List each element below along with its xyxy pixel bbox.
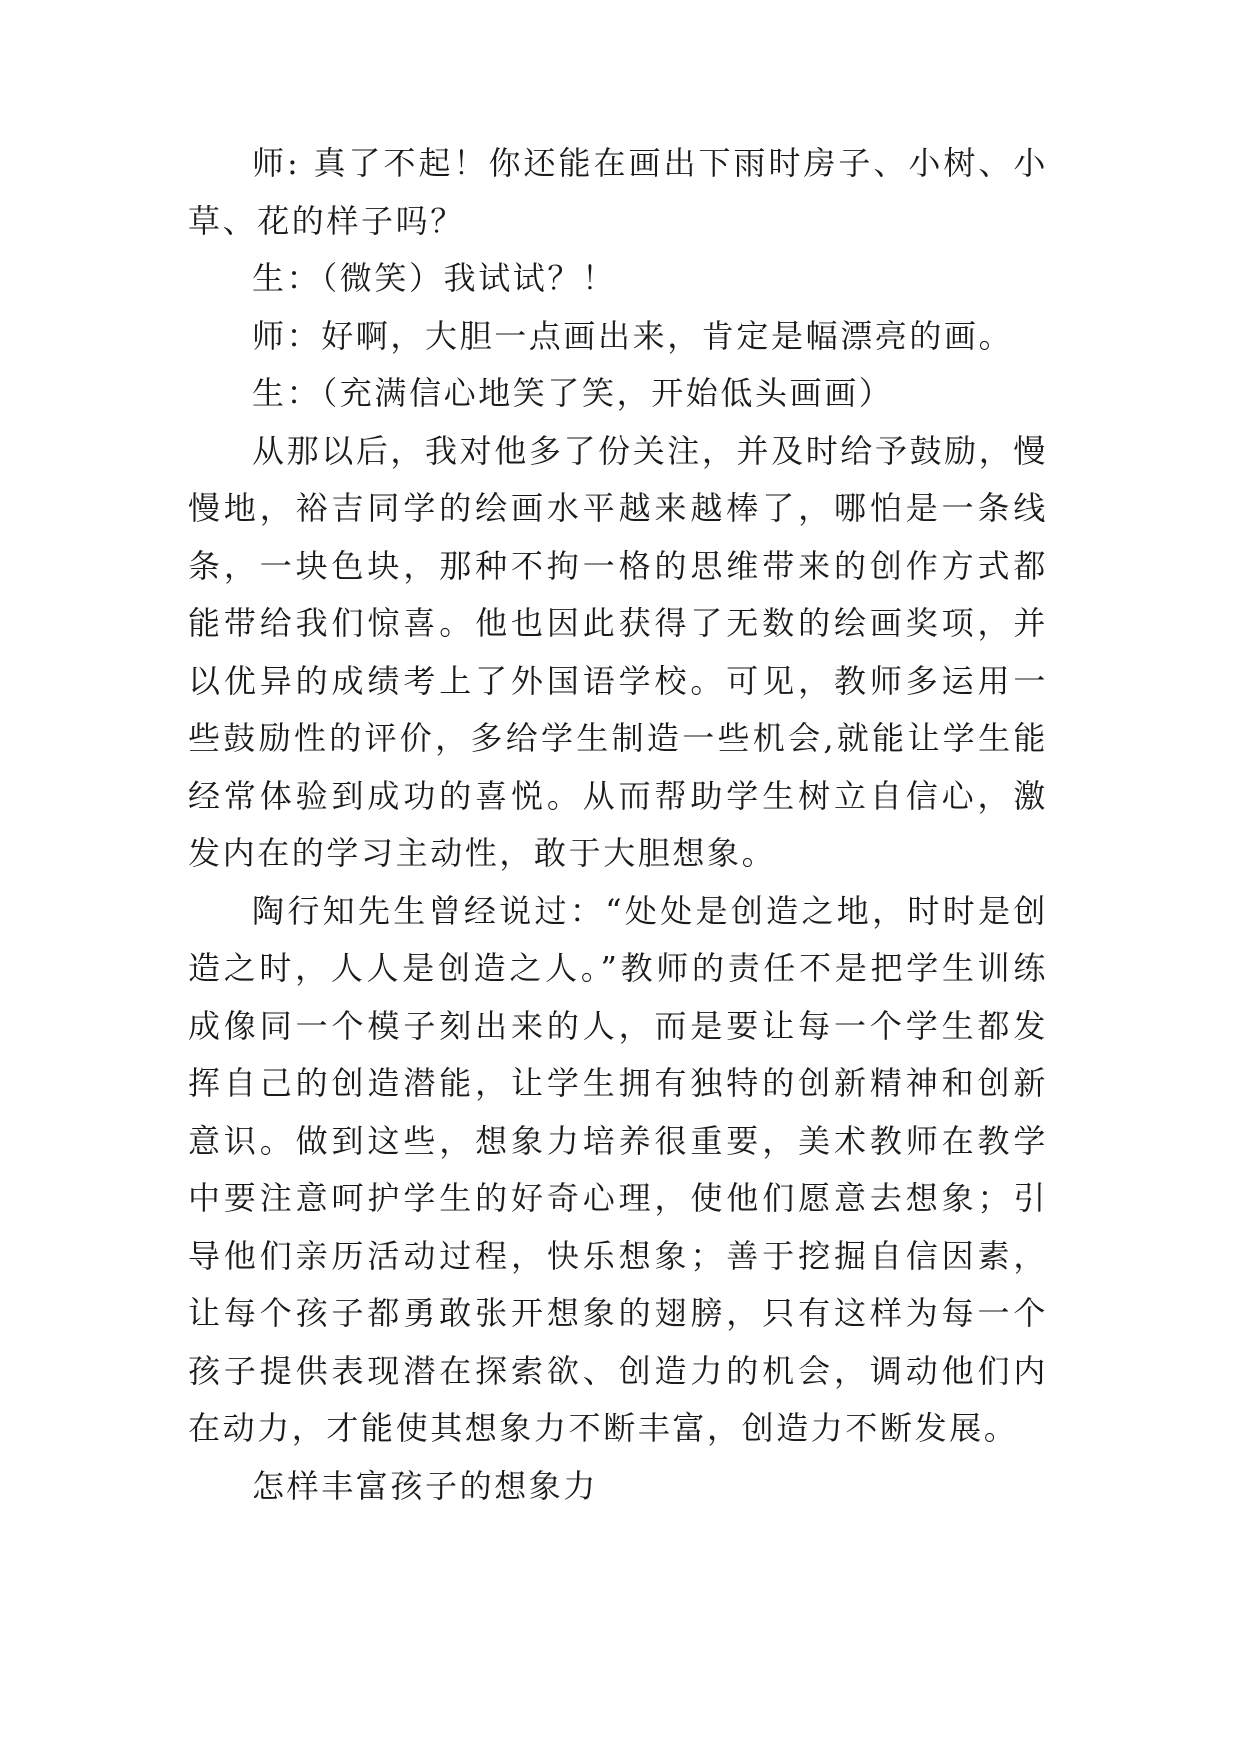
- document-body: [188, 135, 1048, 1515]
- paragraph-narrative: 从那以后，我对他多了份关注，并及时给予鼓励，慢慢地，裕吉同学的绘画水平越来越棒了，哪怕是一条线条，一块色块，那种不拘一格的思维带来的创作方式都能带给我们惊喜。他也因此获得了无数的绘画奖项，并以优异的成绩考上了外国语学校。可见，教师多运用一些鼓励性的评价，多给学生制造一些机会,就能让学生能经常体验到成功的喜悦。从而帮助学生树立自信心，激发内在的学习主动性，敢于大胆想象。: [188, 431, 1048, 872]
- paragraph-student-reply-2: 生：（充满信心地笑了笑，开始低头画画）: [252, 374, 894, 412]
- paragraph-student-reply-1: 生：（微笑）我试试？！: [252, 259, 617, 297]
- paragraph-teacher-encourage: 师：好啊，大胆一点画出来，肯定是幅漂亮的画。: [252, 316, 1014, 355]
- section-heading: 怎样丰富孩子的想象力: [252, 1466, 599, 1505]
- paragraph-tao-xingzhi-quote: 陶行知先生曾经说过：“处处是创造之地，时时是创造之时，人人是创造之人。”教师的责任不是把学生训练成像同一个模子刻出来的人，而是要让每一个学生都发挥自己的创造潜能，让学生拥有独特的创新精神和创新意识。做到这些，想象力培养很重要，美术教师在教学中要注意呵护学生的好奇心理，使他们愿意去想象；引导他们亲历活动过程，快乐想象；善于挖掘自信因素，让每个孩子都勇敢张开想象的翅膀，只有这样为每一个孩子提供表现潜在探索欲、创造力的机会，调动他们内在动力，才能使其想象力不断丰富，创造力不断发展。: [188, 891, 1048, 1447]
- paragraph-teacher-question: 师: 真了不起！你还能在画出下雨时房子、小树、小草、花的样子吗？: [188, 144, 1048, 240]
